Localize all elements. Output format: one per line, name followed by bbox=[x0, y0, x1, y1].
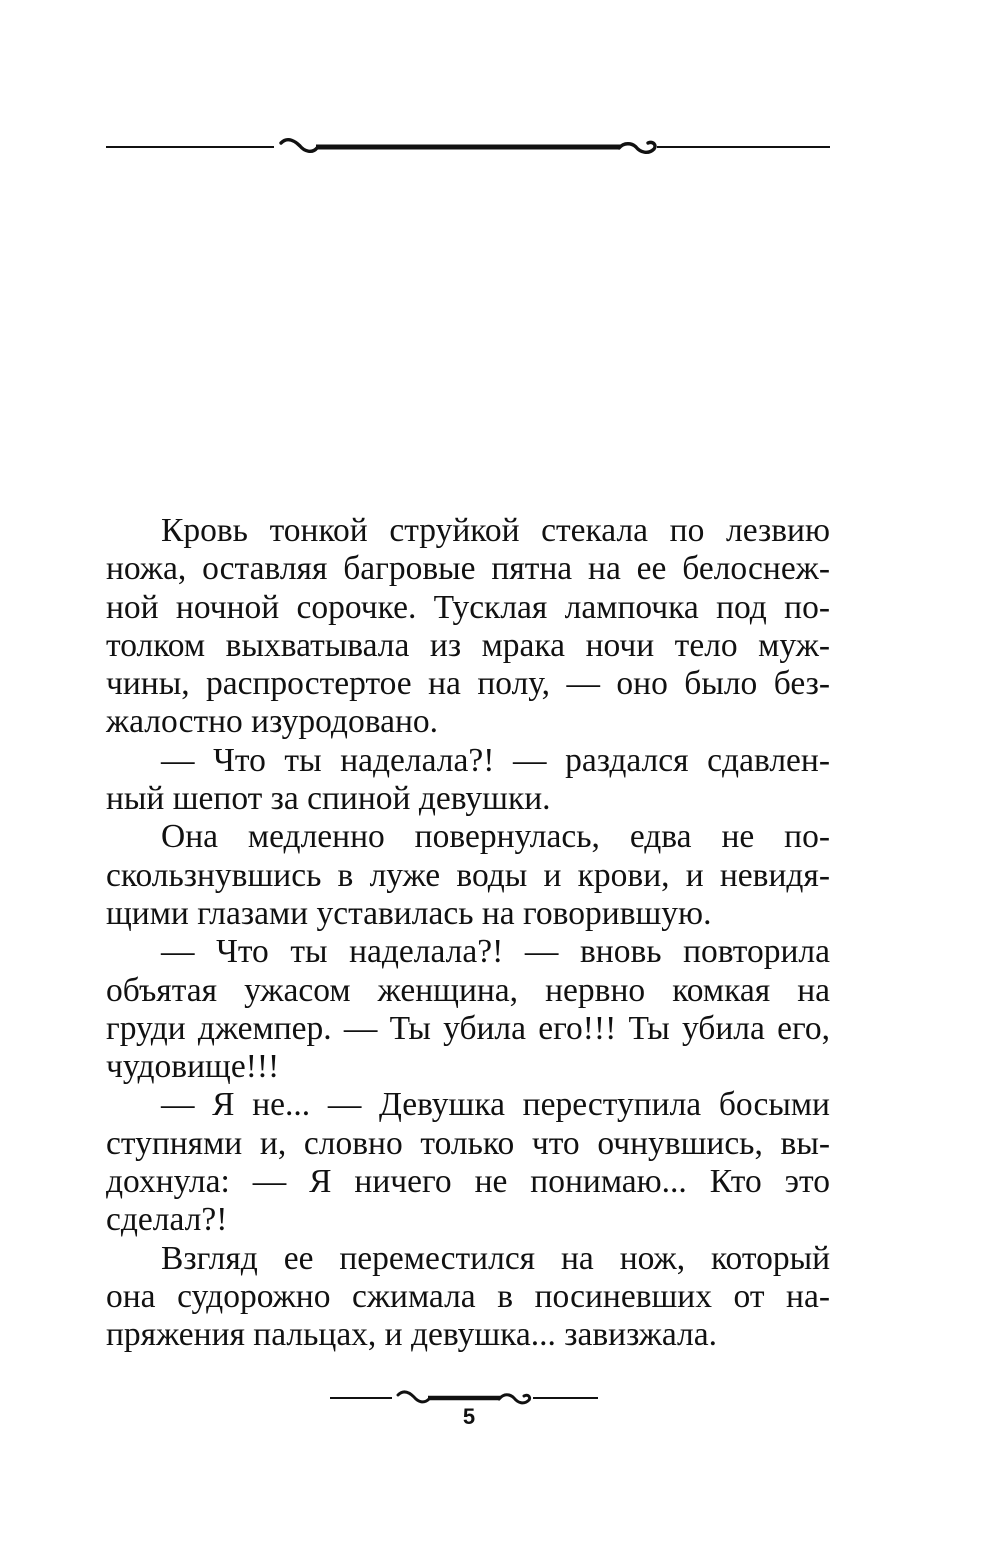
text-line: жалостно изуродовано. bbox=[106, 703, 439, 741]
text-line: чины, распростертое на полу, — оно было без- bbox=[106, 665, 830, 703]
text-line: ступнями и, словно только что очнувшись, вы- bbox=[106, 1124, 830, 1162]
text-line: дохнула: — Я ничего не понимаю... Кто это bbox=[106, 1163, 830, 1201]
text-line: — Что ты наделала?! — вновь повторила bbox=[161, 933, 830, 971]
text-line: ной ночной сорочке. Тусклая лампочка под по- bbox=[106, 588, 830, 626]
text-line: пряжения пальцах, и девушка... завизжала. bbox=[106, 1316, 717, 1354]
text-line: сделал?! bbox=[106, 1201, 228, 1239]
text-line: объятая ужасом женщина, нервно комкая на bbox=[106, 971, 830, 1009]
text-line: толком выхватывала из мрака ночи тело муж- bbox=[106, 626, 830, 664]
text-line: ножа, оставляя багровые пятна на ее белоснеж- bbox=[106, 550, 830, 588]
text-line: — Что ты наделала?! — раздался сдавлен- bbox=[161, 741, 830, 779]
text-line: груди джемпер. — Ты убила его!!! Ты убила его, bbox=[106, 1009, 830, 1047]
text-line: чудовище!!! bbox=[106, 1048, 280, 1086]
text-line: щими глазами уставилась на говорившую. bbox=[106, 894, 712, 932]
text-line: Взгляд ее переместился на нож, который bbox=[161, 1239, 830, 1277]
text-line: скользнувшись в луже воды и крови, и невидя- bbox=[106, 856, 830, 894]
text-line: Она медленно повернулась, едва не по- bbox=[161, 818, 830, 856]
text-line: она судорожно сжимала в посиневших от на- bbox=[106, 1277, 830, 1315]
page-number: 5 bbox=[462, 1404, 476, 1429]
text-line: ный шепот за спиной девушки. bbox=[106, 780, 551, 818]
top-ornament bbox=[100, 128, 840, 160]
body-text bbox=[106, 512, 830, 1355]
text-line: Кровь тонкой струйкой стекала по лезвию bbox=[161, 512, 830, 549]
text-line: — Я не... — Девушка переступила босыми bbox=[161, 1086, 830, 1124]
